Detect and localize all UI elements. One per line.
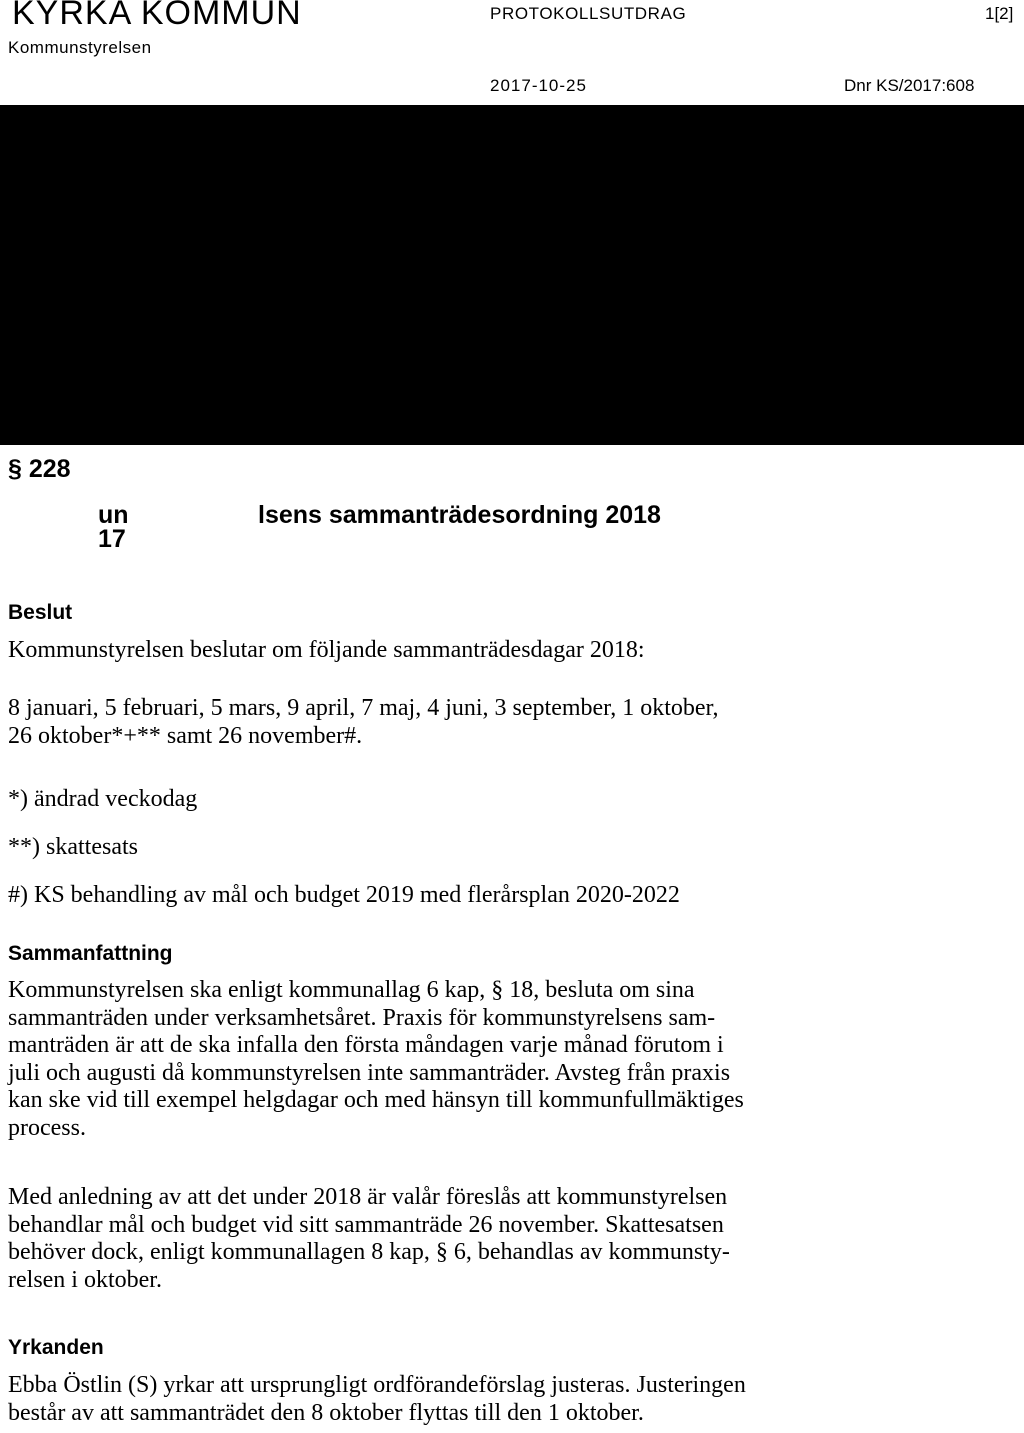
text-line: relsen i oktober.: [8, 1266, 162, 1293]
unit-name: Kommunstyrelsen: [8, 38, 152, 57]
org-name: KYRKA KOMMUN: [12, 0, 302, 32]
redacted-block: [0, 105, 1024, 445]
beslut-intro: Kommunstyrelsen beslutar om följande sammanträdesdagar 2018:: [8, 637, 645, 663]
section-number: § 228: [8, 455, 71, 483]
text-line: Ebba Östlin (S) yrkar att ursprungligt ordförandeförslag justeras. Justeringen: [8, 1372, 746, 1398]
footnote: *) ändrad veckodag: [8, 786, 198, 812]
beslut-heading: Beslut: [8, 601, 73, 624]
beslut-dates: [8, 695, 1008, 750]
doc-date: 2017-10-25: [490, 76, 587, 95]
text-line: manträden är att de ska infalla den första måndagen varje månad förutom i: [8, 1032, 724, 1058]
footnote: #) KS behandling av mål och budget 2019 med flerårsplan 2020-2022: [8, 882, 680, 908]
dates-line: 26 oktober*+** samt 26 november#.: [8, 722, 363, 749]
text-line: sammanträden under verksamhetsåret. Praxis för kommunstyrelsens sam-: [8, 1004, 716, 1031]
title-suffix: 17: [98, 525, 126, 553]
dnr: Dnr KS/2017:608: [844, 76, 975, 95]
yrkanden-para: [8, 1372, 1008, 1427]
section-title: lsens sammanträdesordning 2018: [258, 501, 661, 529]
text-line: kan ske vid till exempel helgdagar och med hänsyn till kommunfullmäktiges: [8, 1087, 744, 1113]
yrkanden-heading: Yrkanden: [8, 1336, 104, 1359]
doc-type: PROTOKOLLSUTDRAG: [490, 4, 687, 23]
sammanfattning-heading: Sammanfattning: [8, 942, 173, 965]
text-line: behöver dock, enligt kommunallagen 8 kap, § 6, behandlas av kommunsty-: [8, 1239, 730, 1265]
footnote: **) skattesats: [8, 834, 138, 860]
text-line: Med anledning av att det under 2018 är valår föreslås att kommunstyrelsen: [8, 1184, 728, 1210]
sammanfattning-para1: [8, 977, 1008, 1142]
text-line: Kommunstyrelsen ska enligt kommunallag 6 kap, § 18, besluta om sina: [8, 977, 695, 1003]
text-line: behandlar mål och budget vid sitt sammanträde 26 november. Skattesatsen: [8, 1211, 724, 1238]
text-line: består av att sammanträdet den 8 oktober flyttas till den 1 oktober.: [8, 1399, 644, 1426]
sammanfattning-para2: [8, 1184, 1008, 1294]
dates-line: 8 januari, 5 februari, 5 mars, 9 april, 7 maj, 4 juni, 3 september, 1 oktober,: [8, 695, 719, 721]
page-number: 1[2]: [985, 4, 1014, 23]
text-line: process.: [8, 1114, 86, 1141]
title-prefix: un: [98, 501, 129, 529]
text-line: juli och augusti då kommunstyrelsen inte sammanträder. Avsteg från praxis: [8, 1059, 731, 1086]
